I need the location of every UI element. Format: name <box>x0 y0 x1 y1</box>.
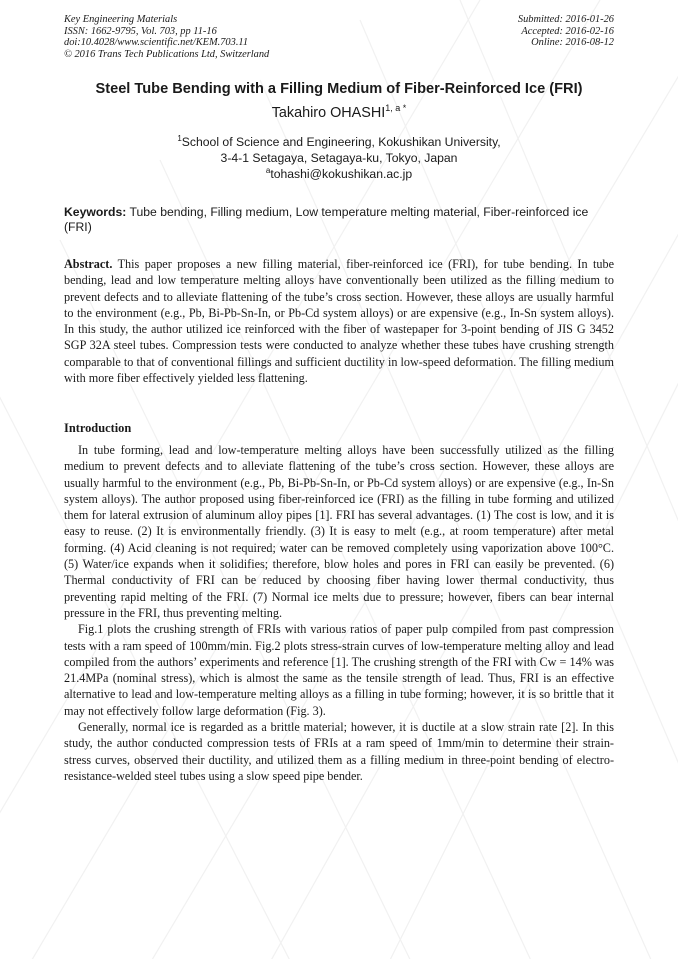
affiliation-line-1: $^1$School of Science and Engineering, Kokushikan University, <box>177 134 501 149</box>
accepted-date: Accepted: 2016-02-16 <box>521 25 614 37</box>
author-line <box>40 103 638 121</box>
abstract-label: Abstract. <box>64 257 113 271</box>
affiliation-line-2: 3-4-1 Setagaya, Setagaya-ku, Tokyo, Japan <box>220 151 458 165</box>
author-email <box>40 166 638 181</box>
issn: ISSN: 1662-9795, Vol. 703, pp 11-16 <box>64 25 217 37</box>
paragraph: Generally, normal ice is regarded as a brittle material; however, it is ductile at a slow strain rate [2]. In this study, the author conducted compression tests of FRIs at a ram speed of 1mm/min to determine their strain-stress curves, observed their ductility, and utilized them as a filling medium in three-point bending of electro-resistance-welded steel tubes using a slow speed pipe bender. <box>64 720 614 783</box>
journal-header <box>64 14 269 60</box>
copyright: © 2016 Trans Tech Publications Ltd, Switzerland <box>64 48 270 60</box>
keywords <box>64 205 614 235</box>
online-date: Online: 2016-08-12 <box>531 37 614 49</box>
abstract <box>64 256 614 386</box>
submitted-date: Submitted: 2016-01-26 <box>517 14 614 25</box>
introduction-body <box>64 442 614 784</box>
abstract-text: This paper proposes a new filling material, fiber-reinforced ice (FRI), for tube bending. In tube bending, lead and low temperature melting alloys have conventionally been utilized as the filling medium to prevent defects and to alleviate flattening of the tube’s cross section. However, these alloys are usually harmful to the environment (e.g., Pb, Bi-Pb-Sn-In, or Pb-Cd system alloys) or are expensive (e.g., In-Sn system alloys). In this study, the author utilized ice reinforced with the fiber of wastepaper for 3-point bending of JIS G 3452 SGP 32A steel tubes. Compression tests were conducted to analyze whether these tubes have crushing strength comparable to that of conventional fillings and sufficient ductility in low-speed deformation. The filling medium with more fiber effectively yielded less flattening. <box>64 257 614 386</box>
affiliation-mark: 1 <box>177 134 182 143</box>
section-heading-introduction: Introduction <box>64 421 132 435</box>
paper-title: Steel Tube Bending with a Filling Medium of Fiber-Reinforced Ice (FRI) <box>95 81 583 97</box>
keywords-text: Tube bending, Filling medium, Low temperature melting material, Fiber-reinforced ice (FRI) <box>64 205 589 234</box>
keywords-label: Keywords: <box>64 205 127 219</box>
affiliation <box>40 131 638 166</box>
dates-header <box>518 14 614 49</box>
paragraph: In tube forming, lead and low-temperature melting alloys have been successfully utilized as the filling medium to prevent defects and to alleviate flattening of the tube’s cross section. However, these alloys are usually harmful to the environment (e.g., Pb, Bi-Pb-Sn-In, or Pb-Cd system alloys) or are expensive (e.g., In-Sn system alloys). The author proposed using fiber-reinforced ice (FRI) as the filling in tube forming and utilized them for lateral extrusion of aluminum alloy pipes [1]. FRI has several advantages. (1) The cost is low, and it is easy to reuse. (2) It is environmentally friendly. (3) It is easy to melt (e.g., at room temperature) after metal forming. (4) Acid cleaning is not required; water can be removed completely using vaporization above 100°C. (5) Water/ice expands when it solidifies; therefore, blow holes and pores in FRI can easily be prevented. (6) Thermal conductivity of FRI can be reduced by choosing fiber having lower thermal conductivity, thus preventing rapid melting of the FRI. (7) Normal ice melts due to pressure; however, fibers can bear internal pressure in the FRI, thus preventing melting. <box>64 443 614 620</box>
journal-name: Key Engineering Materials <box>64 14 178 25</box>
email-mark: a <box>265 166 271 175</box>
doi: doi:10.4028/www.scientific.net/KEM.703.11 <box>64 37 249 49</box>
paragraph: Fig.1 plots the crushing strength of FRIs with various ratios of paper pulp compiled from past compression tests with a ram speed of 100mm/min. Fig.2 plots stress-strain curves of low-temperature melting alloy and lead compiled from the authors’ experiments and reference [1]. The crushing strength of the FRI with Cw = 14% was 21.4MPa (nominal stress), which is almost the same as the tensile strength of lead. Thus, FRI is an effective alternative to lead and low-temperature melting alloys as a filling in tube forming; however, it is so brittle that it may not effectively follow large deformation (Fig. 3). <box>64 622 614 718</box>
email-address: tohashi@kokushikan.ac.jp <box>270 167 413 181</box>
author-name: Takahiro OHASHI <box>271 105 386 121</box>
author-marks: 1, a * <box>385 103 407 113</box>
